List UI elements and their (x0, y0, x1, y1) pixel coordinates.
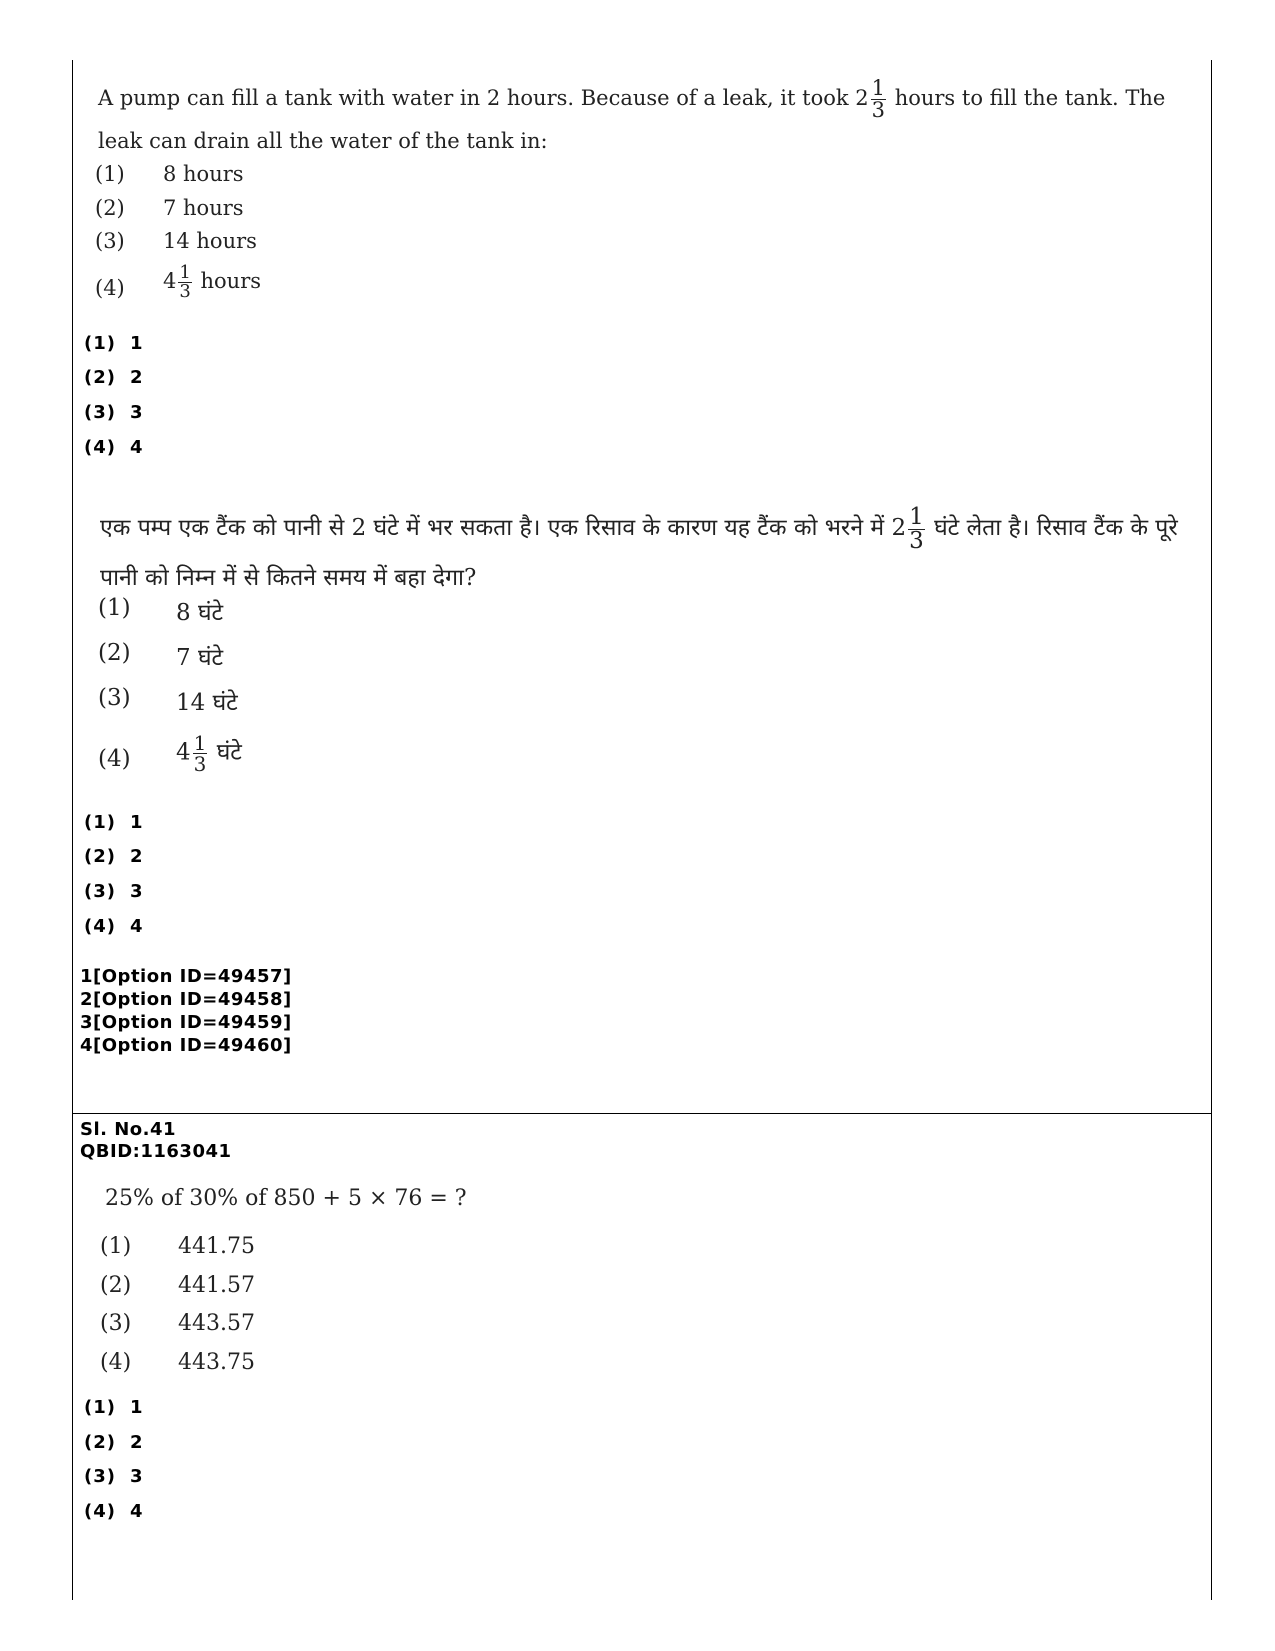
option-label: (1) (95, 162, 125, 186)
option-label: (2) (95, 196, 125, 220)
answer-label: (1) (84, 1397, 116, 1418)
option-text: 7 hours (163, 196, 244, 220)
option-id: 1[Option ID=49457] (80, 966, 292, 987)
option-label: (1) (100, 1234, 132, 1259)
answer-2[interactable] (84, 1432, 144, 1453)
answer-3[interactable] (84, 402, 144, 423)
question-bank-id: QBID:1163041 (80, 1141, 232, 1162)
question-text-part1: A pump can fill a tank with water in 2 hours. Because of a leak, it took (98, 86, 856, 110)
option-label: (4) (100, 1350, 132, 1375)
answer-label: (4) (84, 1501, 116, 1522)
answer-label: (3) (84, 402, 116, 423)
fraction-denominator: 3 (871, 98, 886, 122)
answer-1[interactable] (84, 333, 144, 354)
option-id: 4[Option ID=49460] (80, 1035, 292, 1056)
option-text: 443.75 (178, 1350, 255, 1375)
option-label: (3) (95, 229, 125, 253)
answer-value: 3 (129, 881, 144, 902)
answer-value: 3 (129, 402, 144, 423)
option-unit: घंटे (216, 739, 242, 766)
option-text: 8 घंटे (176, 600, 224, 626)
answer-value: 3 (129, 1466, 144, 1487)
answer-value: 2 (129, 367, 144, 388)
answer-1[interactable] (84, 812, 144, 833)
question-2-text: 25% of 30% of 850 + 5 × 76 = ? (105, 1186, 467, 1211)
fraction (908, 503, 925, 554)
answer-value: 2 (129, 846, 144, 867)
answer-label: (4) (84, 916, 116, 937)
fraction-numerator: 1 (193, 731, 207, 755)
answer-4[interactable] (84, 1501, 144, 1522)
answer-4[interactable] (84, 916, 144, 937)
answer-label: (1) (84, 333, 116, 354)
question-text-part1: एक पम्प एक टैंक को पानी से 2 घंटे में भर सकता है। एक रिसाव के कारण यह टैंक को भरने में (100, 515, 892, 541)
left-border (72, 60, 73, 1600)
option-id: 3[Option ID=49459] (80, 1012, 292, 1033)
answer-4[interactable] (84, 437, 144, 458)
option-label: (4) (98, 746, 131, 772)
fraction-denominator: 3 (179, 281, 191, 302)
option-label: (2) (98, 640, 131, 666)
fraction-denominator: 3 (193, 752, 207, 776)
right-border (1211, 60, 1212, 1600)
answer-label: (2) (84, 846, 116, 867)
answer-label: (3) (84, 1466, 116, 1487)
question-text-part2: hours to fill the tank. The leak can drain all the water of the tank in: (98, 86, 1166, 153)
answer-1[interactable] (84, 1397, 144, 1418)
option-id-list (80, 965, 292, 1057)
option-text: 7 घंटे (176, 645, 224, 671)
option-label: (4) (95, 276, 125, 300)
fraction-denominator: 3 (909, 527, 924, 554)
option-text: 443.57 (178, 1311, 255, 1336)
question-text-part2: घंटे लेता है। रिसाव टैंक के पूरे पानी को निम्न में से कितने समय में बहा देगा? (100, 515, 1178, 591)
answer-value: 4 (129, 1501, 144, 1522)
option-text: 14 hours (163, 229, 257, 253)
answer-3[interactable] (84, 881, 144, 902)
answer-3[interactable] (84, 1466, 144, 1487)
answer-label: (2) (84, 1432, 116, 1453)
option-text: 8 hours (163, 162, 244, 186)
answer-value: 1 (129, 333, 144, 354)
question-meta (80, 1119, 232, 1163)
answer-value: 1 (129, 1397, 144, 1418)
answer-value: 1 (129, 812, 144, 833)
answer-value: 4 (129, 916, 144, 937)
option-text (176, 733, 242, 774)
answer-label: (4) (84, 437, 116, 458)
answer-label: (3) (84, 881, 116, 902)
question-text-english (98, 78, 1178, 161)
option-label: (2) (100, 1273, 132, 1298)
fraction (871, 78, 886, 121)
option-label: (3) (100, 1311, 132, 1336)
mixed-fraction-whole: 2 (891, 515, 907, 541)
option-label: (3) (98, 685, 131, 711)
question-divider (72, 1113, 1212, 1114)
option-text: 441.75 (178, 1234, 255, 1259)
answer-value: 4 (129, 437, 144, 458)
fraction-numerator: 1 (909, 503, 924, 530)
question-text-hindi (100, 503, 1180, 603)
fraction (178, 264, 191, 301)
answer-label: (1) (84, 812, 116, 833)
option-text: 14 घंटे (176, 690, 238, 716)
answer-2[interactable] (84, 367, 144, 388)
option-label: (1) (98, 595, 131, 621)
mixed-fraction-whole: 2 (855, 86, 869, 110)
answer-value: 2 (129, 1432, 144, 1453)
option-unit: hours (200, 269, 262, 293)
answer-label: (2) (84, 367, 116, 388)
answer-2[interactable] (84, 846, 144, 867)
fraction (193, 733, 208, 774)
option-id: 2[Option ID=49458] (80, 989, 292, 1010)
option-text (163, 264, 261, 301)
mixed-fraction-whole: 4 (163, 269, 177, 293)
option-text: 441.57 (178, 1273, 255, 1298)
fraction-numerator: 1 (179, 262, 191, 283)
fraction-numerator: 1 (871, 76, 886, 100)
mixed-fraction-whole: 4 (176, 739, 191, 766)
serial-number: Sl. No.41 (80, 1119, 177, 1140)
